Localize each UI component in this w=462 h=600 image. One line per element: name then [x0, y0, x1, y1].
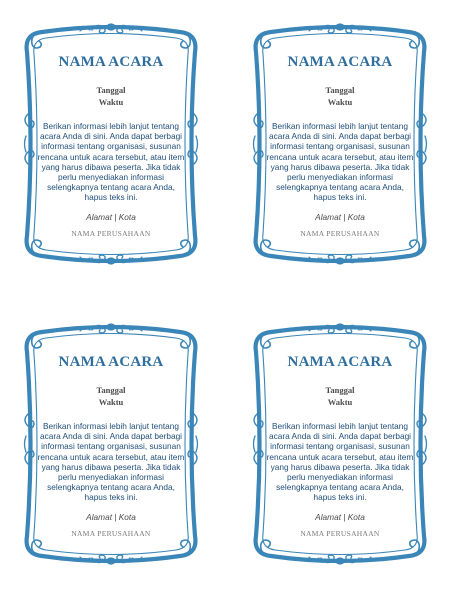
event-description: Berikan informasi lebih lanjut tentang acara Anda di sini. Anda dapat berbagi informasi tentang organisasi, susunan rencana untuk acara tersebut, atau item yang harus dibawa peserta. Jika tidak perlu menyediakan informasi selengkapnya tentang acara Anda, hapus teks ini. [266, 421, 414, 503]
event-description: Berikan informasi lebih lanjut tentang acara Anda di sini. Anda dapat berbagi informasi tentang organisasi, susunan rencana untuk acara tersebut, atau item yang harus dibawa peserta. Jika tidak perlu menyediakan informasi selengkapnya tentang acara Anda, hapus teks ini. [37, 421, 185, 503]
event-card-bottom-left [22, 318, 200, 570]
event-title: NAMA ACARA [58, 354, 164, 370]
company-name: NAMA PERUSAHAAN [300, 228, 380, 238]
event-date: Tanggal [96, 385, 126, 395]
event-card-top-left [22, 18, 200, 270]
card-content [36, 354, 186, 539]
event-address: Alamat | Kota [315, 211, 365, 222]
card-content [265, 354, 415, 539]
event-address: Alamat | Kota [86, 211, 136, 222]
event-title: NAMA ACARA [58, 54, 164, 70]
event-title: NAMA ACARA [287, 54, 393, 70]
event-date: Tanggal [325, 85, 355, 95]
card-content [265, 54, 415, 239]
event-card-bottom-right [251, 318, 429, 570]
event-date: Tanggal [325, 385, 355, 395]
event-description: Berikan informasi lebih lanjut tentang acara Anda di sini. Anda dapat berbagi informasi tentang organisasi, susunan rencana untuk acara tersebut, atau item yang harus dibawa peserta. Jika tidak perlu menyediakan informasi selengkapnya tentang acara Anda, hapus teks ini. [266, 121, 414, 203]
event-time: Waktu [327, 97, 353, 107]
company-name: NAMA PERUSAHAAN [300, 528, 380, 538]
event-time: Waktu [98, 97, 124, 107]
event-time: Waktu [98, 397, 124, 407]
company-name: NAMA PERUSAHAAN [71, 228, 151, 238]
event-address: Alamat | Kota [315, 511, 365, 522]
card-content [36, 54, 186, 239]
event-card-top-right [251, 18, 429, 270]
event-address: Alamat | Kota [86, 511, 136, 522]
event-time: Waktu [327, 397, 353, 407]
event-description: Berikan informasi lebih lanjut tentang acara Anda di sini. Anda dapat berbagi informasi tentang organisasi, susunan rencana untuk acara tersebut, atau item yang harus dibawa peserta. Jika tidak perlu menyediakan informasi selengkapnya tentang acara Anda, hapus teks ini. [37, 121, 185, 203]
event-title: NAMA ACARA [287, 354, 393, 370]
company-name: NAMA PERUSAHAAN [71, 528, 151, 538]
event-date: Tanggal [96, 85, 126, 95]
